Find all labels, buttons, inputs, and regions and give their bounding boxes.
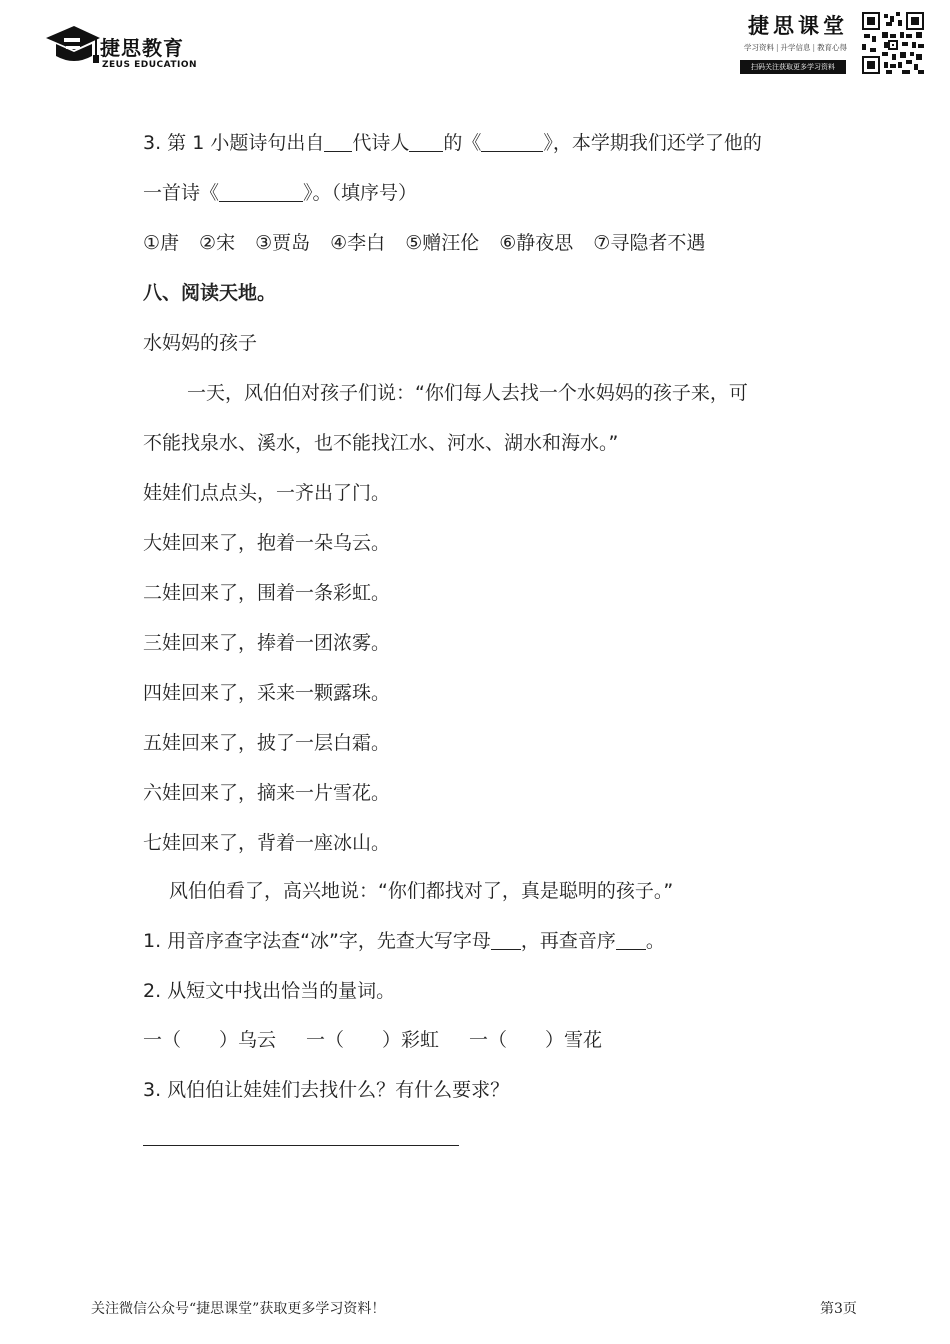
story-line: 五娃回来了，披了一层白霜。 xyxy=(143,732,391,754)
option-item: ②宋 xyxy=(199,232,236,254)
q1-text: 。 xyxy=(645,930,665,952)
story-paragraph-line: 一天，风伯伯对孩子们说：“你们每人去找一个水妈妈的孩子来，可 xyxy=(187,382,748,404)
section-title: 八、阅读天地。 xyxy=(143,282,277,304)
story-line: 大娃回来了，抱着一朵乌云。 xyxy=(143,532,391,554)
brand-block xyxy=(740,10,930,80)
q1-text: 1. 用音序查字法查“冰”字，先查大写字母 xyxy=(143,930,491,952)
measure-word-item[interactable]: 一（ ）彩虹 xyxy=(306,1029,440,1051)
measure-word-item[interactable]: 一（ ）乌云 xyxy=(143,1029,277,1051)
q3-text: 》。（填序号） xyxy=(303,182,418,204)
question-3-line-2 xyxy=(143,178,417,205)
answer-blank[interactable] xyxy=(324,133,352,152)
answer-blank[interactable] xyxy=(409,133,443,152)
graduation-cap-icon xyxy=(44,24,100,68)
option-item: ①唐 xyxy=(143,232,180,254)
logo-text: 捷思教育 xyxy=(100,36,184,60)
story-line: 七娃回来了，背着一座冰山。 xyxy=(143,832,391,854)
company-logo xyxy=(44,20,204,76)
q3-text: 3. 第 1 小题诗句出自 xyxy=(143,132,325,154)
option-item: ⑥静夜思 xyxy=(499,232,574,254)
answer-blank[interactable] xyxy=(219,183,303,202)
answer-blank[interactable] xyxy=(491,931,521,950)
brand-tag: 学习资料 xyxy=(744,43,774,52)
measure-word-item[interactable]: 一（ ）雪花 xyxy=(469,1029,603,1051)
q3-text: 代诗人 xyxy=(352,132,410,154)
options-list xyxy=(143,228,725,255)
option-item: ④李白 xyxy=(330,232,386,254)
story-line: 六娃回来了，摘来一片雪花。 xyxy=(143,782,391,804)
option-item: ⑤赠汪伦 xyxy=(405,232,480,254)
answer-blank[interactable] xyxy=(616,931,646,950)
reading-question-3: 3. 风伯伯让娃娃们去找什么？有什么要求？ xyxy=(143,1079,510,1101)
q3-text: 的《 xyxy=(443,132,482,154)
brand-tags: 学习资料 | 升学信息 | 教育心得 xyxy=(744,43,848,52)
reading-question-2: 2. 从短文中找出恰当的量词。 xyxy=(143,980,396,1002)
story-line: 二娃回来了，围着一条彩虹。 xyxy=(143,582,391,604)
q3-text: 》，本学期我们还学了他的 xyxy=(543,132,762,154)
logo-subtitle: ZEUS EDUCATION xyxy=(102,60,198,70)
answer-line[interactable] xyxy=(143,1145,459,1146)
footer-note: 关注微信公众号“捷思课堂”获取更多学习资料！ xyxy=(91,1301,386,1317)
answer-blank[interactable] xyxy=(481,133,543,152)
option-item: ③贾岛 xyxy=(255,232,311,254)
brand-bar: 扫码关注获取更多学习资料 xyxy=(740,60,846,74)
story-ending: 风伯伯看了，高兴地说：“你们都找对了，真是聪明的孩子。” xyxy=(169,880,674,902)
brand-tag: 教育心得 xyxy=(817,43,848,52)
story-line: 三娃回来了，捧着一团浓雾。 xyxy=(143,632,391,654)
option-item: ⑦寻隐者不遇 xyxy=(593,232,706,254)
story-line: 四娃回来了，采来一颗露珠。 xyxy=(143,682,391,704)
question-3-line-1 xyxy=(143,128,762,155)
reading-question-1 xyxy=(143,926,665,953)
story-paragraph-line: 不能找泉水、溪水，也不能找江水、河水、湖水和海水。” xyxy=(143,432,619,454)
qr-code-icon xyxy=(862,12,924,74)
story-line: 娃娃们点点头，一齐出了门。 xyxy=(143,482,391,504)
measure-word-items xyxy=(143,1025,602,1052)
q3-text: 一首诗《 xyxy=(143,182,220,204)
brand-tag: 升学信息 xyxy=(780,43,811,52)
q1-text: ，再查音序 xyxy=(520,930,616,952)
story-title: 水妈妈的孩子 xyxy=(143,332,258,354)
brand-title: 捷思课堂 xyxy=(748,13,848,38)
page-number: 第3页 xyxy=(820,1301,857,1317)
